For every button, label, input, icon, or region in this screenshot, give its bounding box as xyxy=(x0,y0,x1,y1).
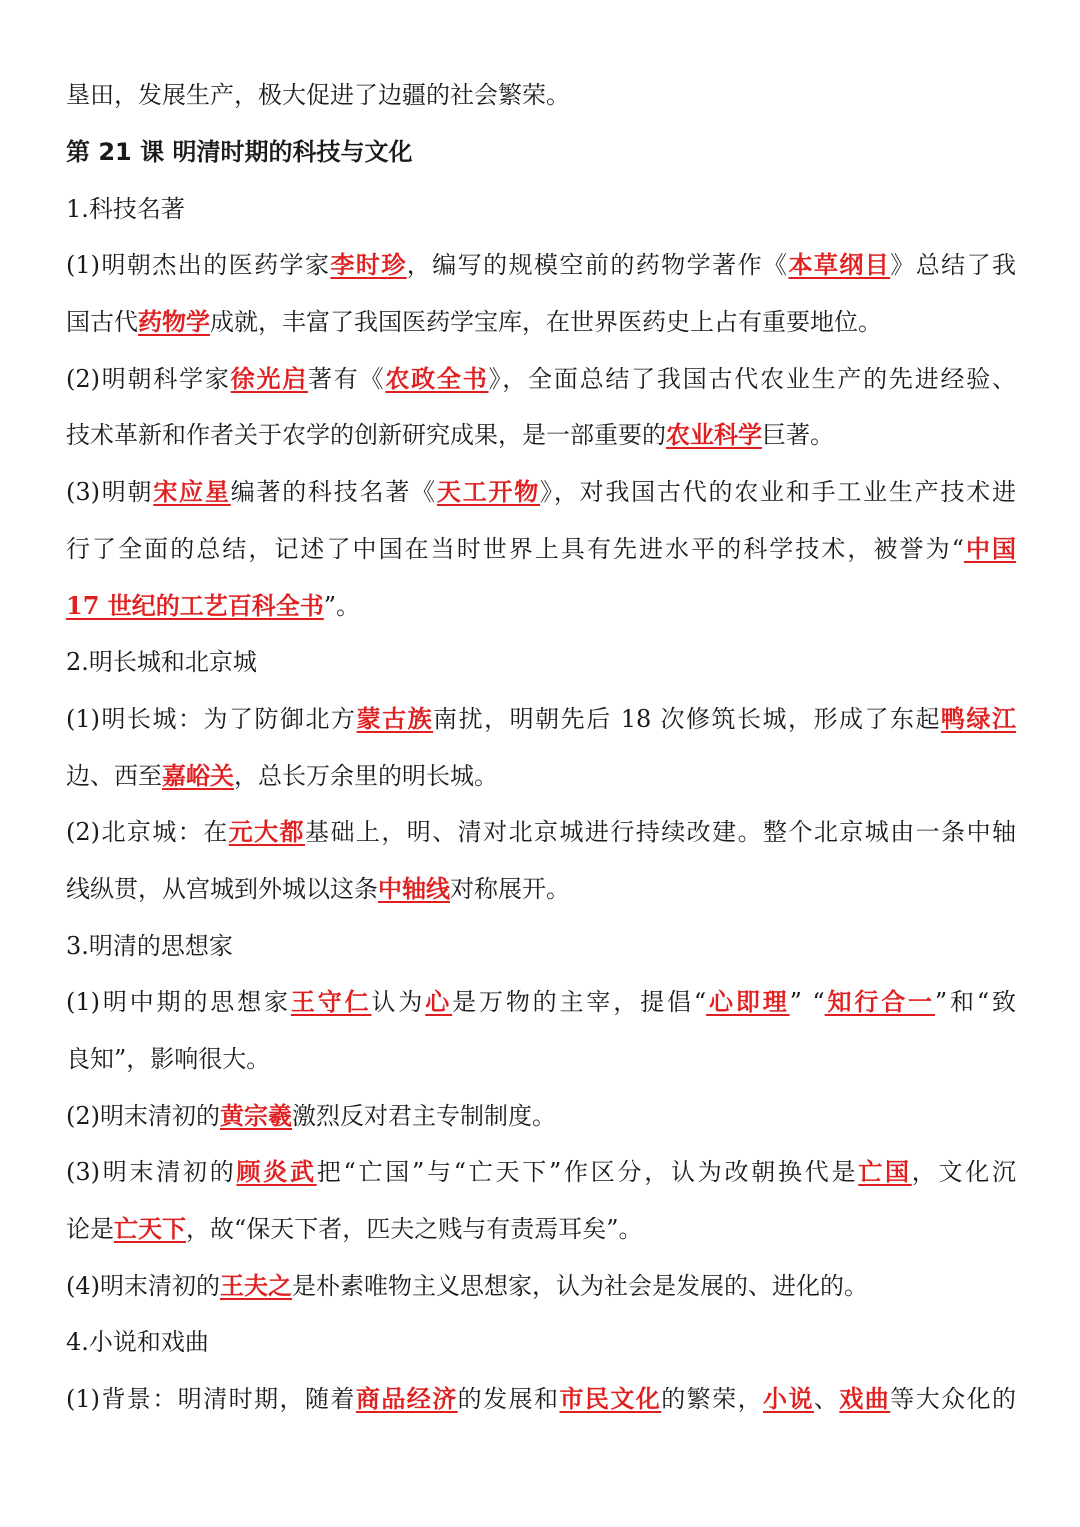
text-segment: 》，全面总结了我国古代农业生产的先进经验、 xyxy=(488,364,1017,393)
text-line xyxy=(66,351,1016,408)
key-term: 商品经济 xyxy=(355,1384,458,1414)
text-segment: 成就，丰富了我国医药学宝库，在世界医药史上占有重要地位。 xyxy=(210,308,882,337)
text-segment: 著有《 xyxy=(308,364,386,393)
key-term: 李时珍 xyxy=(330,250,407,280)
text-segment: (1)背景：明清时期，随着 xyxy=(66,1385,356,1414)
text-segment: ” “ xyxy=(789,988,825,1017)
text-segment: ”。 xyxy=(323,591,361,620)
lesson-title xyxy=(66,124,1016,181)
text-segment: (3)明朝 xyxy=(66,478,154,507)
text-segment: (2)北京城：在 xyxy=(66,818,229,847)
text-segment: 论是 xyxy=(66,1215,114,1244)
text-line xyxy=(66,1031,1016,1088)
text-segment: 南扰，明朝先后 18 次修筑长城，形成了东起 xyxy=(433,704,942,733)
section-heading xyxy=(66,181,1016,238)
text-segment: ”和“致 xyxy=(934,988,1017,1017)
text-segment: (3)明末清初的 xyxy=(66,1158,237,1187)
text-line xyxy=(66,294,1016,351)
text-segment: 3.明清的思想家 xyxy=(66,931,233,960)
text-segment: 、 xyxy=(813,1385,840,1414)
section-heading xyxy=(66,1314,1016,1371)
text-segment: 是朴素唯物主义思想家，认为社会是发展的、进化的。 xyxy=(292,1271,868,1300)
text-segment: 边、西至 xyxy=(66,761,162,790)
text-segment: 的发展和 xyxy=(457,1385,560,1414)
text-segment: 把“亡国”与“亡天下”作区分，认为改朝换代是 xyxy=(316,1158,859,1187)
section-heading xyxy=(66,634,1016,691)
key-term: 小说 xyxy=(763,1384,814,1414)
text-line xyxy=(66,407,1016,464)
text-segment: 认为 xyxy=(371,988,426,1017)
text-segment: (4)明末清初的 xyxy=(66,1271,220,1300)
key-term: 宋应星 xyxy=(153,477,231,507)
key-term: 天工开物 xyxy=(436,477,541,507)
key-term: 嘉峪关 xyxy=(162,760,234,790)
text-segment: 技术革新和作者关于农学的创新研究成果，是一部重要的 xyxy=(66,421,666,450)
text-segment: 良知”，影响很大。 xyxy=(66,1045,271,1073)
text-segment: 1.科技名著 xyxy=(66,194,185,223)
text-segment: 2.明长城和北京城 xyxy=(66,648,257,677)
text-line xyxy=(66,237,1016,294)
key-term: 顾炎武 xyxy=(236,1157,317,1187)
key-term: 亡天下 xyxy=(114,1214,186,1244)
text-line xyxy=(66,464,1016,521)
text-segment: 国古代 xyxy=(66,308,138,337)
key-term: 蒙古族 xyxy=(356,703,434,733)
key-term: 黄宗羲 xyxy=(220,1100,292,1130)
text-line xyxy=(66,748,1016,805)
document-page xyxy=(66,66,1016,1428)
key-term: 元大都 xyxy=(228,817,306,847)
key-term: 心 xyxy=(425,987,453,1017)
text-segment: (2)明朝科学家 xyxy=(66,364,231,393)
text-line xyxy=(66,804,1016,861)
text-segment: 等大众化的 xyxy=(890,1385,1017,1414)
text-segment: 4.小说和戏曲 xyxy=(66,1328,209,1357)
key-term: 农政全书 xyxy=(385,363,489,393)
key-term: 17 世纪的工艺百科全书 xyxy=(66,590,324,620)
text-line xyxy=(66,1258,1016,1315)
key-term: 中轴线 xyxy=(378,873,450,903)
key-term: 戏曲 xyxy=(839,1384,891,1414)
text-segment: 对称展开。 xyxy=(450,874,570,903)
text-segment: (2)明末清初的 xyxy=(66,1101,220,1130)
text-segment: ，编写的规模空前的药物学著作《 xyxy=(406,251,789,280)
text-segment: 》，对我国古代的农业和手工业生产技术进 xyxy=(540,478,1017,507)
text-segment: ，故“保天下者，匹夫之贱与有责焉耳矣”。 xyxy=(186,1215,643,1244)
text-segment: ，文化沉 xyxy=(911,1158,1017,1187)
text-segment: (1)明长城：为了防御北方 xyxy=(66,704,357,733)
text-segment: 垦田，发展生产，极大促进了边疆的社会繁荣。 xyxy=(66,81,570,109)
key-term: 鸭绿江 xyxy=(941,703,1017,733)
text-line xyxy=(66,1144,1016,1201)
key-term: 本草纲目 xyxy=(788,250,891,280)
text-segment: 行了全面的总结，记述了中国在当时世界上具有先进水平的科学技术，被誉为“ xyxy=(66,534,964,563)
text-line xyxy=(66,521,1016,578)
text-segment: 编著的科技名著《 xyxy=(230,478,437,507)
text-segment: 线纵贯，从宫城到外城以这条 xyxy=(66,874,378,903)
key-term: 心即理 xyxy=(706,987,790,1017)
text-segment: (1)明朝杰出的医药学家 xyxy=(66,251,331,280)
text-segment: 的繁荣， xyxy=(661,1385,764,1414)
key-term: 药物学 xyxy=(138,307,210,337)
text-line xyxy=(66,1088,1016,1145)
key-term: 中国 xyxy=(963,533,1016,563)
key-term: 农业科学 xyxy=(666,420,762,450)
key-term: 市民文化 xyxy=(559,1384,662,1414)
text-segment: 基础上，明、清对北京城进行持续改建。整个北京城由一条中轴 xyxy=(305,818,1017,847)
text-segment: 巨著。 xyxy=(762,421,834,450)
text-segment: 是万物的主宰，提倡“ xyxy=(452,988,707,1017)
text-line xyxy=(66,691,1016,748)
text-line xyxy=(66,578,1016,635)
text-line xyxy=(66,974,1016,1031)
key-term: 王夫之 xyxy=(220,1270,292,1300)
text-segment: (1)明中期的思想家 xyxy=(66,988,291,1017)
text-line xyxy=(66,861,1016,918)
key-term: 徐光启 xyxy=(230,363,309,393)
text-line xyxy=(66,66,1016,124)
text-line xyxy=(66,1371,1016,1428)
text-segment: 第 21 课 明清时期的科技与文化 xyxy=(66,138,413,166)
text-segment: ，总长万余里的明长城。 xyxy=(234,761,498,790)
text-line xyxy=(66,1201,1016,1258)
text-segment: 》总结了我 xyxy=(890,251,1017,280)
section-heading xyxy=(66,918,1016,975)
key-term: 知行合一 xyxy=(824,987,935,1017)
text-segment: 激烈反对君主专制制度。 xyxy=(292,1101,556,1130)
key-term: 王守仁 xyxy=(290,987,372,1017)
key-term: 亡国 xyxy=(858,1157,912,1187)
